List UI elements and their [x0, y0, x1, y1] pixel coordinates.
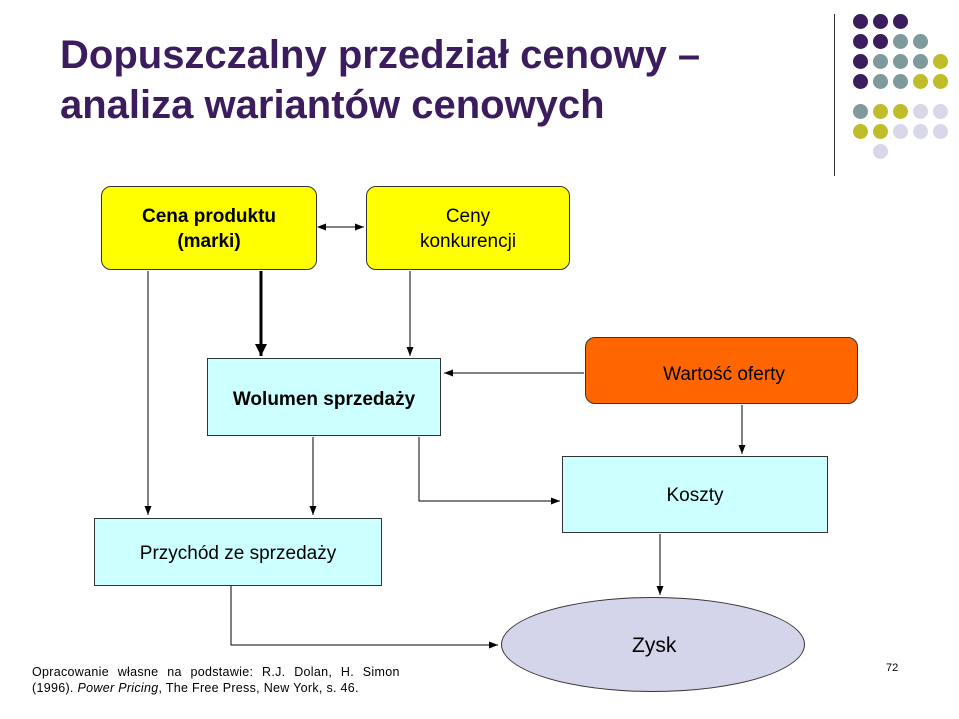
source-note-book-title: Power Pricing: [77, 681, 159, 695]
source-note-line-2: [32, 681, 359, 695]
slide-title-line-1: Dopuszczalny przedział cenowy –: [60, 33, 701, 77]
source-note-suffix: , The Free Press, New York, s. 46.: [158, 681, 359, 695]
node-wolumen-sprzedazy-label: Wolumen sprzedaży: [232, 389, 416, 410]
page-number: 72: [886, 662, 899, 674]
arrow-przychod-zysk: [231, 586, 498, 645]
node-zysk-label: Zysk: [632, 634, 677, 657]
node-cena-produktu-line-2: (marki): [177, 231, 241, 252]
node-przychod-label: Przychód ze sprzedaży: [139, 543, 337, 564]
node-przychod-ze-sprzedazy: [94, 518, 382, 586]
node-ceny-konkurencji-line-2: konkurencji: [419, 231, 517, 252]
arrow-wolumen-koszty: [419, 437, 560, 501]
node-cena-produktu-line-1: Cena produktu: [141, 206, 277, 227]
node-wartosc-oferty-label: Wartość oferty: [663, 364, 785, 385]
node-wolumen-sprzedazy: [207, 358, 441, 436]
node-ceny-konkurencji-line-1: Ceny: [445, 206, 491, 227]
node-cena-produktu: [101, 186, 317, 270]
node-koszty: [562, 456, 828, 533]
node-ceny-konkurencji: [366, 186, 570, 270]
node-koszty-label: Koszty: [666, 485, 724, 506]
slide-title-line-2: analiza wariantów cenowych: [60, 83, 605, 127]
source-note-prefix: (1996).: [32, 681, 78, 695]
node-wartosc-oferty: [585, 337, 858, 404]
source-note: [32, 664, 422, 696]
node-zysk: [501, 597, 805, 692]
source-note-line-1: Opracowanie własne na podstawie: R.J. Dolan, H. Simon: [32, 665, 400, 679]
